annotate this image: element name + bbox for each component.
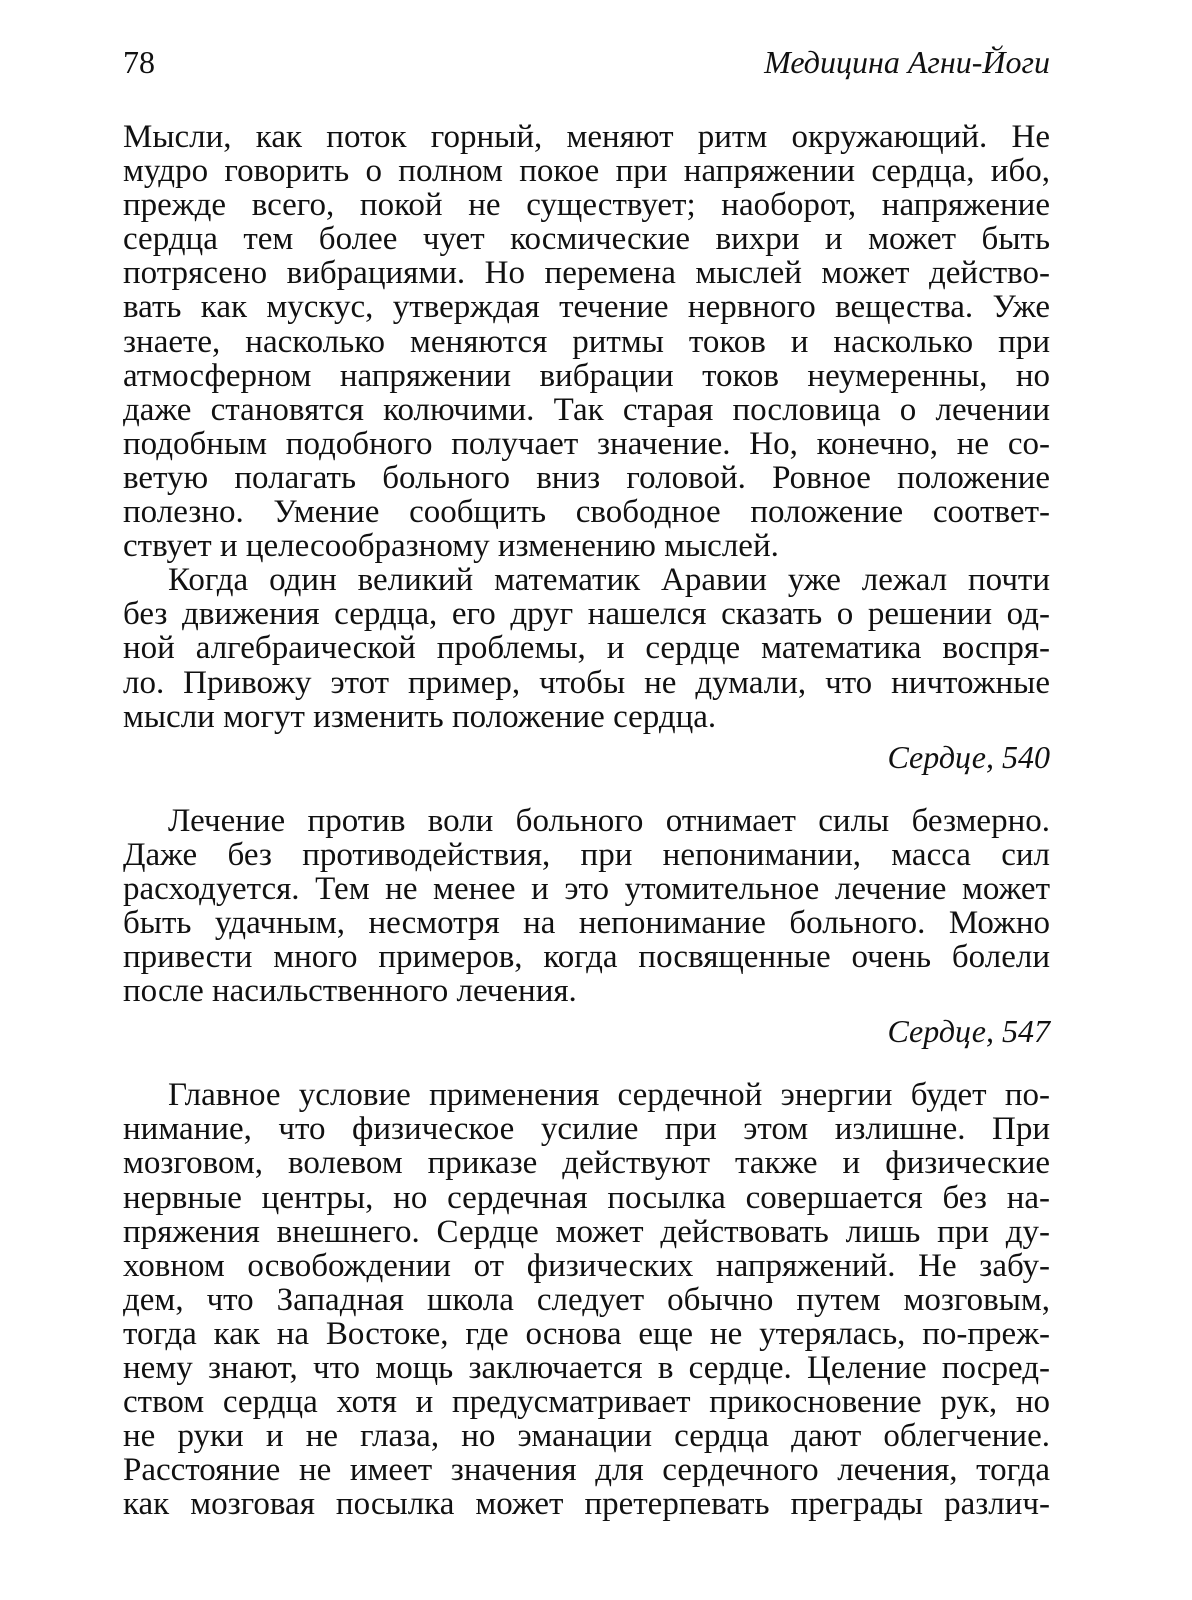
text-line: расходуется. Тем не менее и это утомительное лечение может (123, 870, 1050, 907)
text-line: после насильственного лечения. (123, 973, 577, 1010)
text-line: как мозговая посылка может претерпевать преграды различ- (123, 1486, 1050, 1523)
text-line: сердца тем более чует космические вихри и может быть (123, 221, 1050, 258)
text-line: подобным подобного получает значение. Но, конечно, не со- (123, 425, 1050, 462)
text-line: ной алгебраической проблемы, и сердце математика воспря- (123, 630, 1050, 667)
text-line: вать как мускус, утверждая течение нервного вещества. Уже (123, 289, 1050, 326)
text-line: Лечение против воли больного отнимает силы безмерно. (168, 802, 1050, 839)
source-citation: Сердце, 540 (887, 738, 1050, 775)
text-line: Даже без противодействия, при непонимании, масса сил (123, 836, 1050, 873)
text-line: ховном освобождении от физических напряжений. Не забу- (123, 1247, 1050, 1284)
text-line: без движения сердца, его друг нашелся сказать о решении од- (123, 596, 1050, 633)
text-line: быть удачным, несмотря на непонимание больного. Можно (123, 904, 1050, 941)
text-line: Расстояние не имеет значения для сердечного лечения, тогда (123, 1452, 1050, 1489)
text-line: мозговом, волевом приказе действуют также и физические (123, 1145, 1050, 1182)
text-line: Когда один великий математик Аравии уже лежал почти (168, 562, 1050, 599)
text-line: мудро говорить о полном покое при напряжении сердца, ибо, (123, 153, 1050, 190)
text-line: нему знают, что мощь заключается в сердце. Целение посред- (123, 1350, 1050, 1386)
paragraph (123, 1078, 1050, 1521)
text-line: ством сердца хотя и предусматривает прикосновение рук, но (123, 1384, 1050, 1421)
text-line: не руки и не глаза, но эманации сердца дают облегчение. (123, 1418, 1050, 1455)
page-number: 78 (123, 44, 155, 80)
text-line: прежде всего, покой не существует; наоборот, напряжение (123, 187, 1050, 224)
text-line: даже становятся колючими. Так старая пословица о лечении (123, 391, 1050, 428)
paragraph (123, 120, 1050, 563)
text-line: привести много примеров, когда посвященные очень болели (123, 939, 1050, 976)
text-line: ло. Привожу этот пример, чтобы не думали, что ничтожные (123, 664, 1050, 701)
text-line: атмосферном напряжении вибрации токов неумеренны, но (123, 357, 1050, 394)
text-line: дем, что Западная школа следует обычно путем мозговым, (123, 1281, 1050, 1318)
text-line: потрясено вибрациями. Но перемена мыслей может действо- (123, 255, 1050, 292)
section (123, 1078, 1050, 1521)
text-line: ствует и целесообразному изменению мыслей. (123, 528, 779, 565)
text-line: знаете, насколько меняются ритмы токов и насколько при (123, 323, 1050, 360)
text-line: мысли могут изменить положение сердца. (123, 698, 717, 735)
text-line: пряжения внешнего. Сердце может действовать лишь при ду- (123, 1213, 1050, 1250)
running-head (123, 40, 1050, 94)
paragraph (123, 804, 1050, 1009)
book-page (123, 40, 1050, 1521)
section (123, 120, 1050, 774)
text-line: Мысли, как поток горный, меняют ритм окружающий. Не (123, 119, 1050, 155)
text-line: нервные центры, но сердечная посылка совершается без на- (123, 1179, 1050, 1216)
text-line: ветую полагать больного вниз головой. Ровное положение (123, 459, 1050, 496)
page-body (123, 120, 1050, 1521)
section (123, 804, 1050, 1049)
book-title: Медицина Агни-Йоги (764, 44, 1050, 80)
text-line: нимание, что физическое усилие при этом излишне. При (123, 1111, 1050, 1148)
text-line: полезно. Умение сообщить свободное положение соответ- (123, 494, 1050, 531)
text-line: Главное условие применения сердечной энергии будет по- (168, 1077, 1050, 1114)
text-line: тогда как на Востоке, где основа еще не утерялась, по-преж- (123, 1315, 1050, 1352)
paragraph (123, 563, 1050, 733)
source-citation: Сердце, 547 (887, 1013, 1050, 1050)
